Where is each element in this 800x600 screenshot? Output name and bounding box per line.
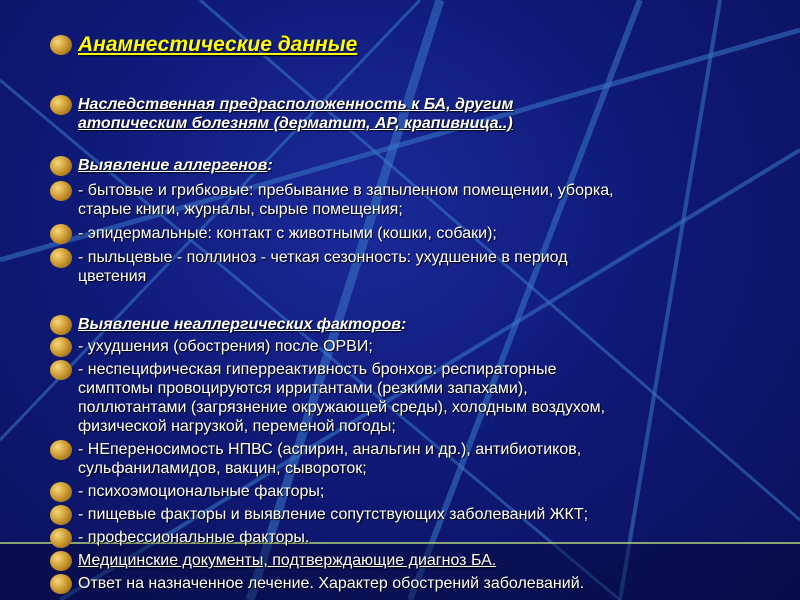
heading-suffix: : <box>267 157 273 174</box>
list-item-line: - НЕпереносимость НПВС (аспирин, анальгин и др.), антибиотиков, <box>78 441 582 458</box>
list-item <box>78 440 778 478</box>
list-item <box>78 528 778 547</box>
gold-bullet-icon <box>50 551 72 571</box>
list-item-line: - эпидермальные: контакт с животными (кошки, собаки); <box>78 225 497 242</box>
list-item <box>78 574 778 593</box>
list-item-line: - пыльцевые - поллиноз - четкая сезонность: ухудшение в период <box>78 249 568 266</box>
gold-bullet-icon <box>50 95 72 115</box>
slide-title: Анамнестические данные <box>78 33 778 57</box>
list-item-line: Наследственная предрасположенность к БА, другим <box>78 96 514 113</box>
list-item-line: сульфаниламидов, вакцин, сывороток; <box>78 460 367 477</box>
list-item-line: Ответ на назначенное лечение. Характер обострений заболеваний. <box>78 575 585 592</box>
list-item <box>78 156 778 175</box>
heading-text: Выявление аллергенов <box>78 157 268 174</box>
list-item-line: Медицинские документы, подтверждающие диагноз БА. <box>78 552 497 569</box>
gold-bullet-icon <box>50 156 72 176</box>
gold-bullet-icon <box>50 482 72 502</box>
gold-bullet-icon <box>50 181 72 201</box>
gold-bullet-icon <box>50 440 72 460</box>
gold-bullet-icon <box>50 360 72 380</box>
list-item-line <box>78 315 778 334</box>
list-item-line: физической нагрузкой, переменой погоды; <box>78 418 396 435</box>
list-item <box>78 505 778 524</box>
gold-bullet-icon <box>50 505 72 525</box>
list-item-line: - бытовые и грибковые: пребывание в запыленном помещении, уборка, <box>78 182 614 199</box>
list-item <box>78 95 778 133</box>
gold-bullet-icon <box>50 35 72 55</box>
list-item <box>78 337 778 356</box>
list-item-line <box>78 156 778 175</box>
gold-bullet-icon <box>50 224 72 244</box>
gold-bullet-icon <box>50 574 72 594</box>
list-item <box>78 482 778 501</box>
list-item-line: атопическим болезням (дерматит, АР, крапивница..) <box>78 115 513 132</box>
list-item-line: - профессиональные факторы. <box>78 529 310 546</box>
list-item-line: поллютантами (загрязнение окружающей среды), холодным воздухом, <box>78 399 606 416</box>
list-item-line: - пищевые факторы и выявление сопутствующих заболеваний ЖКТ; <box>78 506 589 523</box>
list-item <box>78 315 778 334</box>
gold-bullet-icon <box>50 315 72 335</box>
heading-suffix: : <box>400 316 407 333</box>
list-item <box>78 224 778 243</box>
list-item-line: - неспецифическая гиперреактивность бронхов: респираторные <box>78 361 557 378</box>
gold-bullet-icon <box>50 528 72 548</box>
heading-text: Выявление неаллергических факторов <box>78 316 401 333</box>
gold-bullet-icon <box>50 248 72 268</box>
list-item <box>78 181 778 219</box>
list-item-line: - психоэмоциональные факторы; <box>78 483 325 500</box>
list-item <box>78 551 778 570</box>
list-item-line: - ухудшения (обострения) после ОРВИ; <box>78 338 373 355</box>
list-item <box>78 360 778 436</box>
list-item-line: старые книги, журналы, сырые помещения; <box>78 201 403 218</box>
gold-bullet-icon <box>50 337 72 357</box>
list-item-line: цветения <box>78 268 147 285</box>
list-item-line: симптомы провоцируются ирритантами (резкими запахами), <box>78 380 528 397</box>
list-item <box>78 248 778 286</box>
